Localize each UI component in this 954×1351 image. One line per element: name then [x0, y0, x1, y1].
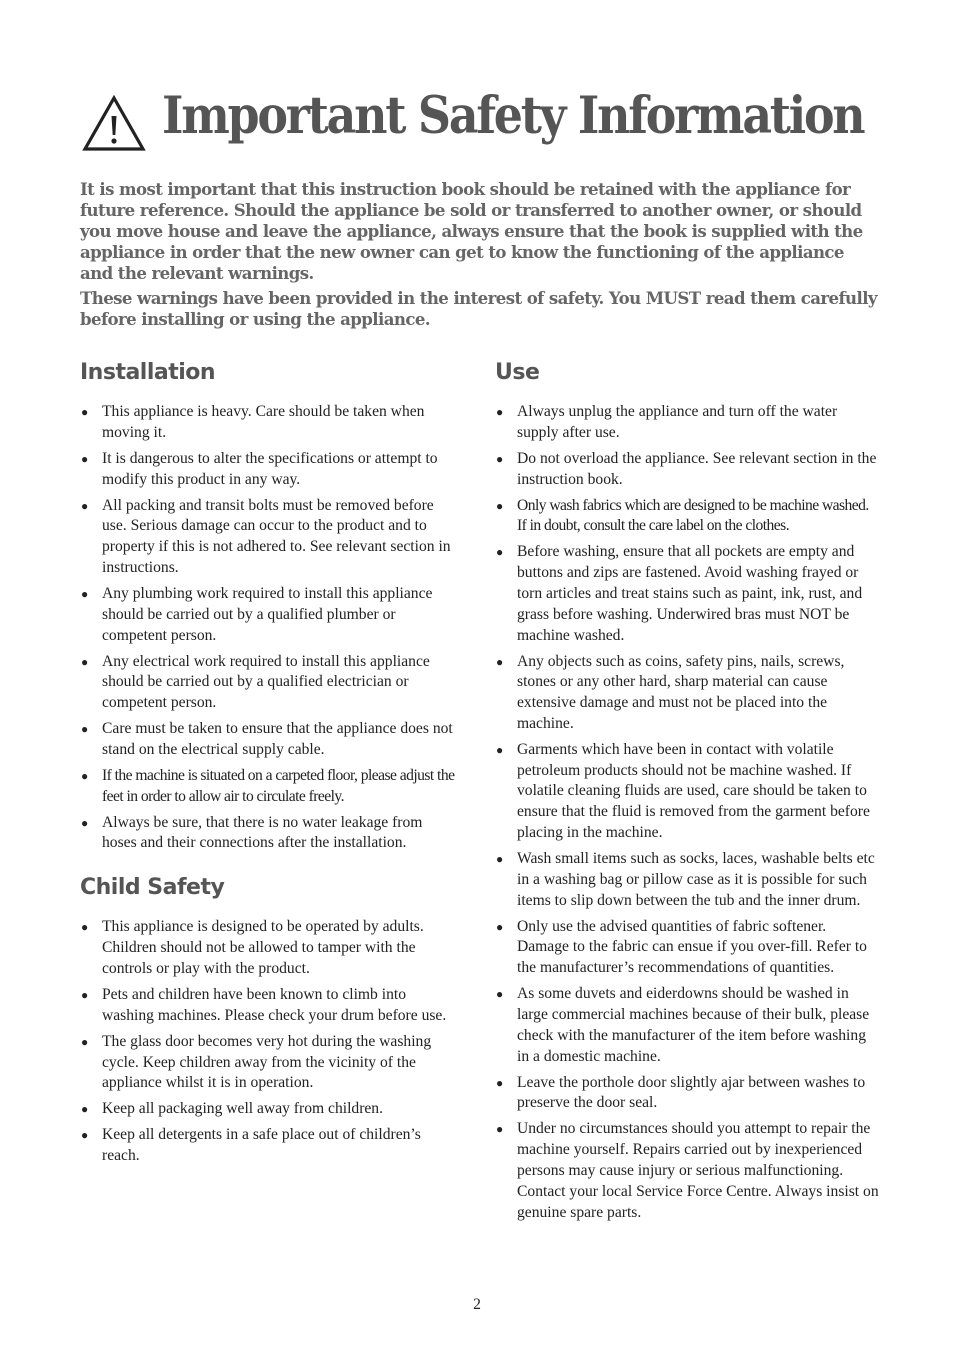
list-item: ● This appliance is designed to be operated by adults. Children should not be allowed to tamper with the controls or play with the product.: [81, 918, 424, 978]
list-item: ● Keep all packaging well away from children.: [81, 1100, 384, 1118]
use-list: [495, 402, 880, 1223]
bullet-icon: ●: [496, 545, 504, 560]
bullet-icon: ●: [81, 498, 89, 513]
list-item: ● All packing and transit bolts must be removed before use. Serious damage can occur to the product and to property if this is not adhered to. See relevant section in instructions.: [81, 496, 451, 576]
list-item: ● The glass door becomes very hot during the washing cycle. Keep children away from the vicinity of the appliance whilst it is in operation.: [81, 1032, 432, 1092]
right-column: [495, 358, 880, 1229]
bullet-icon: ●: [81, 920, 89, 935]
title-block: [82, 84, 882, 154]
bullet-icon: ●: [496, 852, 504, 867]
intro-text: [80, 179, 880, 334]
list-item: ● Before washing, ensure that all pockets are empty and buttons and zips are fastened. Avoid washing frayed or torn articles and treat stains such as paint, ink, rust, and grass before washing. Underwired bras must NOT be machine washed.: [496, 543, 863, 644]
bullet-icon: ●: [81, 722, 89, 737]
bullet-icon: ●: [81, 1034, 89, 1049]
bullet-icon: ●: [496, 1075, 504, 1090]
bullet-icon: ●: [496, 919, 504, 934]
list-item: ● Any plumbing work required to install this appliance should be carried out by a qualified plumber or competent person.: [81, 584, 433, 644]
list-item: ● Keep all detergents in a safe place out of children’s reach.: [81, 1126, 421, 1165]
bullet-icon: ●: [81, 654, 89, 669]
list-item: ● Care must be taken to ensure that the appliance does not stand on the electrical supply cable.: [81, 720, 453, 758]
bullet-icon: ●: [496, 1122, 504, 1137]
bullet-icon: ●: [496, 654, 504, 669]
intro-paragraph: It is most important that this instruction book should be retained with the appliance for future reference. Should the appliance be sold or transferred to another owner, or should you move house and leave the appliance, always ensure that the book is supplied with the appliance in order that the new owner can get to know the functioning of the appliance and the relevant warnings.: [80, 179, 863, 283]
list-item: ● Always unplug the appliance and turn off the water supply after use.: [496, 403, 838, 441]
warning-triangle-icon: [82, 94, 146, 152]
list-item: ● If the machine is situated on a carpeted floor, please adjust the feet in order to allow air to circulate freely.: [81, 766, 455, 805]
bullet-icon: ●: [496, 498, 504, 513]
bullet-icon: ●: [496, 451, 504, 466]
page-number: 2: [473, 1296, 481, 1313]
list-item: ● Leave the porthole door slightly ajar between washes to preserve the door seal.: [496, 1073, 866, 1112]
list-item: ● Under no circumstances should you attempt to repair the machine yourself. Repairs carried out by inexperienced persons may cause injury or serious malfunctioning. Contact your local Service Force Centre. Always insist on genuine spare parts.: [496, 1120, 879, 1221]
bullet-icon: ●: [81, 405, 89, 419]
bullet-icon: ●: [81, 451, 89, 466]
use-heading: Use: [495, 360, 540, 385]
bullet-icon: ●: [81, 586, 89, 601]
installation-heading: Installation: [80, 360, 216, 385]
page-title: Important Safety Information: [162, 86, 864, 146]
list-item: ● As some duvets and eiderdowns should be washed in large commercial machines because of their bulk, please check with the manufacturer of the item before washing in a domestic machine.: [496, 985, 870, 1065]
bullet-icon: ●: [496, 987, 504, 1002]
child-safety-list: [80, 917, 460, 1167]
installation-list: [80, 402, 460, 854]
list-item: ● Pets and children have been known to climb into washing machines. Please check your drum before use.: [81, 986, 447, 1024]
list-item: ● It is dangerous to alter the specifications or attempt to modify this product in any way.: [81, 449, 438, 488]
bullet-icon: ●: [81, 815, 89, 830]
list-item: ● Do not overload the appliance. See relevant section in the instruction book.: [496, 449, 877, 488]
list-item: ● Only use the advised quantities of fabric softener. Damage to the fabric can ensue if you over-fill. Refer to the manufacturer’s recommendations of quantities.: [496, 917, 867, 977]
child-safety-heading: Child Safety: [80, 875, 225, 901]
list-item: ● This appliance is heavy. Care should be taken when moving it.: [81, 403, 425, 441]
bullet-icon: ●: [81, 1102, 89, 1117]
bullet-icon: ●: [81, 768, 89, 783]
intro-paragraph: These warnings have been provided in the interest of safety. You MUST read them carefully before installing or using the appliance.: [80, 288, 877, 329]
bullet-icon: ●: [496, 742, 504, 757]
bullet-icon: ●: [81, 1128, 89, 1143]
bullet-icon: ●: [496, 405, 504, 419]
list-item: ● Any objects such as coins, safety pins, nails, screws, stones or any other hard, sharp material can cause extensive damage and must not be placed into the machine.: [496, 652, 845, 732]
left-column: [80, 358, 460, 1172]
list-item: ● Garments which have been in contact with volatile petroleum products should not be machine washed. If volatile cleaning fluids are used, care should be taken to ensure that the fluid is removed from the garment before placing in the machine.: [496, 740, 870, 842]
bullet-icon: ●: [81, 988, 89, 1003]
list-item: ● Only wash fabrics which are designed to be machine washed. If in doubt, consult the care label on the clothes.: [496, 496, 869, 535]
list-item: ● Wash small items such as socks, laces, washable belts etc in a washing bag or pillow case as it is possible for such items to slip down between the tub and the inner drum.: [496, 850, 875, 909]
list-item: ● Any electrical work required to install this appliance should be carried out by a qualified electrician or competent person.: [81, 652, 430, 712]
list-item: ● Always be sure, that there is no water leakage from hoses and their connections after the installation.: [81, 813, 423, 852]
